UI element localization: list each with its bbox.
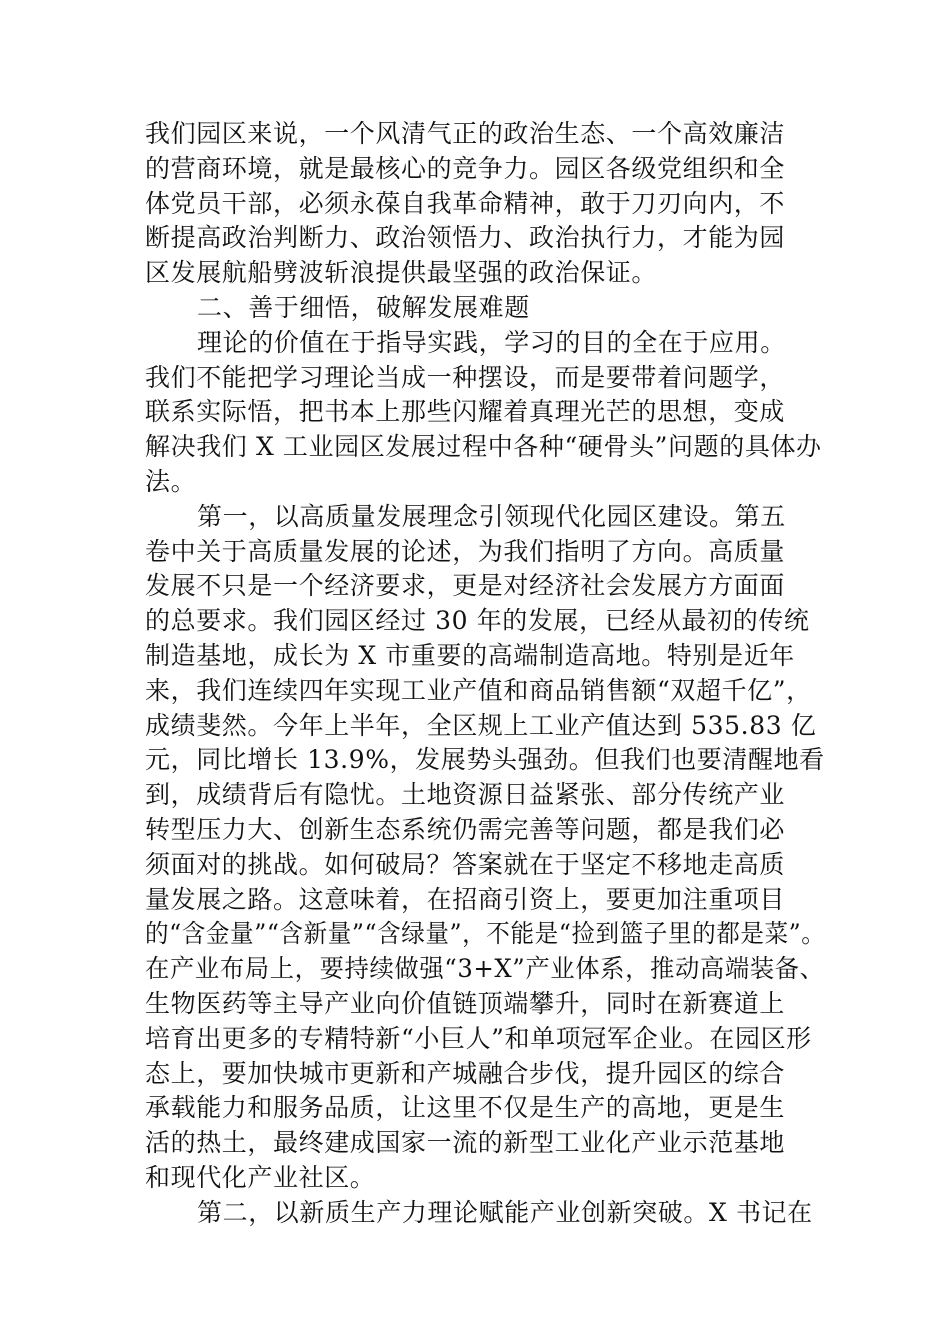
text-line: 元，同比增长 13.9%，发展势头强劲。但我们也要清醒地看 — [145, 745, 825, 775]
text-line: 我们园区来说，一个风清气正的政治生态、一个高效廉洁 — [145, 119, 786, 148]
text-line: 来，我们连续四年实现工业产值和商品销售额“双超千亿”， — [145, 675, 812, 705]
text-line: 的营商环境，就是最核心的竞争力。园区各级党组织和全 — [145, 153, 786, 183]
text-line: 卷中关于高质量发展的论述，为我们指明了方向。高质量 — [145, 536, 786, 566]
text-line: 的总要求。我们园区经过 30 年的发展，已经从最初的传统 — [145, 606, 810, 636]
document-body — [145, 117, 825, 1231]
text-line: 转型压力大、创新生态系统仍需完善等问题，都是我们必 — [145, 814, 786, 844]
text-line: 我们不能把学习理论当成一种摆设，而是要带着问题学， — [145, 362, 786, 392]
text-line: 体党员干部，必须永葆自我革命精神，敢于刀刃向内，不 — [145, 188, 786, 218]
text-line: 承载能力和服务品质，让这里不仅是生产的高地，更是生 — [145, 1093, 786, 1123]
text-line: 区发展航船劈波斩浪提供最坚强的政治保证。 — [145, 258, 658, 288]
text-line: 和现代化产业社区。 — [145, 1162, 376, 1192]
text-line: 须面对的挑战。如何破局？答案就在于坚定不移地走高质 — [145, 849, 786, 879]
text-line: 生物医药等主导产业向价值链顶端攀升，同时在新赛道上 — [145, 988, 786, 1018]
text-line: 量发展之路。这意味着，在招商引资上，要更加注重项目 — [145, 884, 786, 914]
text-line: 培育出更多的专精特新“小巨人”和单项冠军企业。在园区形 — [145, 1023, 812, 1053]
text-line: 联系实际悟，把书本上那些闪耀着真理光芒的思想，变成 — [145, 397, 786, 427]
text-line: 发展不只是一个经济要求，更是对经济社会发展方方面面 — [145, 571, 786, 601]
text-line: 理论的价值在于指导实践，学习的目的全在于应用。 — [197, 327, 786, 357]
text-line: 成绩斐然。今年上半年，全区规上工业产值达到 535.83 亿 — [145, 710, 817, 740]
text-line: 在产业布局上，要持续做强“3+X”产业体系，推动高端装备、 — [145, 954, 825, 984]
text-line: 第一，以高质量发展理念引领现代化园区建设。第五 — [197, 501, 786, 531]
text-line: 第二，以新质生产力理论赋能产业创新突破。X 书记在 — [197, 1197, 813, 1227]
text-line: 到，成绩背后有隐忧。土地资源日益紧张、部分传统产业 — [145, 780, 786, 810]
text-line: 解决我们 X 工业园区发展过程中各种“硬骨头”问题的具体办 — [145, 432, 822, 462]
text-line: 活的热土，最终建成国家一流的新型工业化产业示范基地 — [145, 1128, 786, 1158]
text-line: 断提高政治判断力、政治领悟力、政治执行力，才能为园 — [145, 223, 786, 253]
text-line: 态上，要加快城市更新和产城融合步伐，提升园区的综合 — [145, 1058, 786, 1088]
section-heading: 二、善于细悟，破解发展难题 — [197, 292, 530, 322]
text-line: 制造基地，成长为 X 市重要的高端制造高地。特别是近年 — [145, 640, 795, 670]
text-line: 的“含金量”“含新量”“含绿量”，不能是“捡到篮子里的都是菜”。 — [145, 919, 826, 949]
text-line: 法。 — [145, 466, 197, 496]
